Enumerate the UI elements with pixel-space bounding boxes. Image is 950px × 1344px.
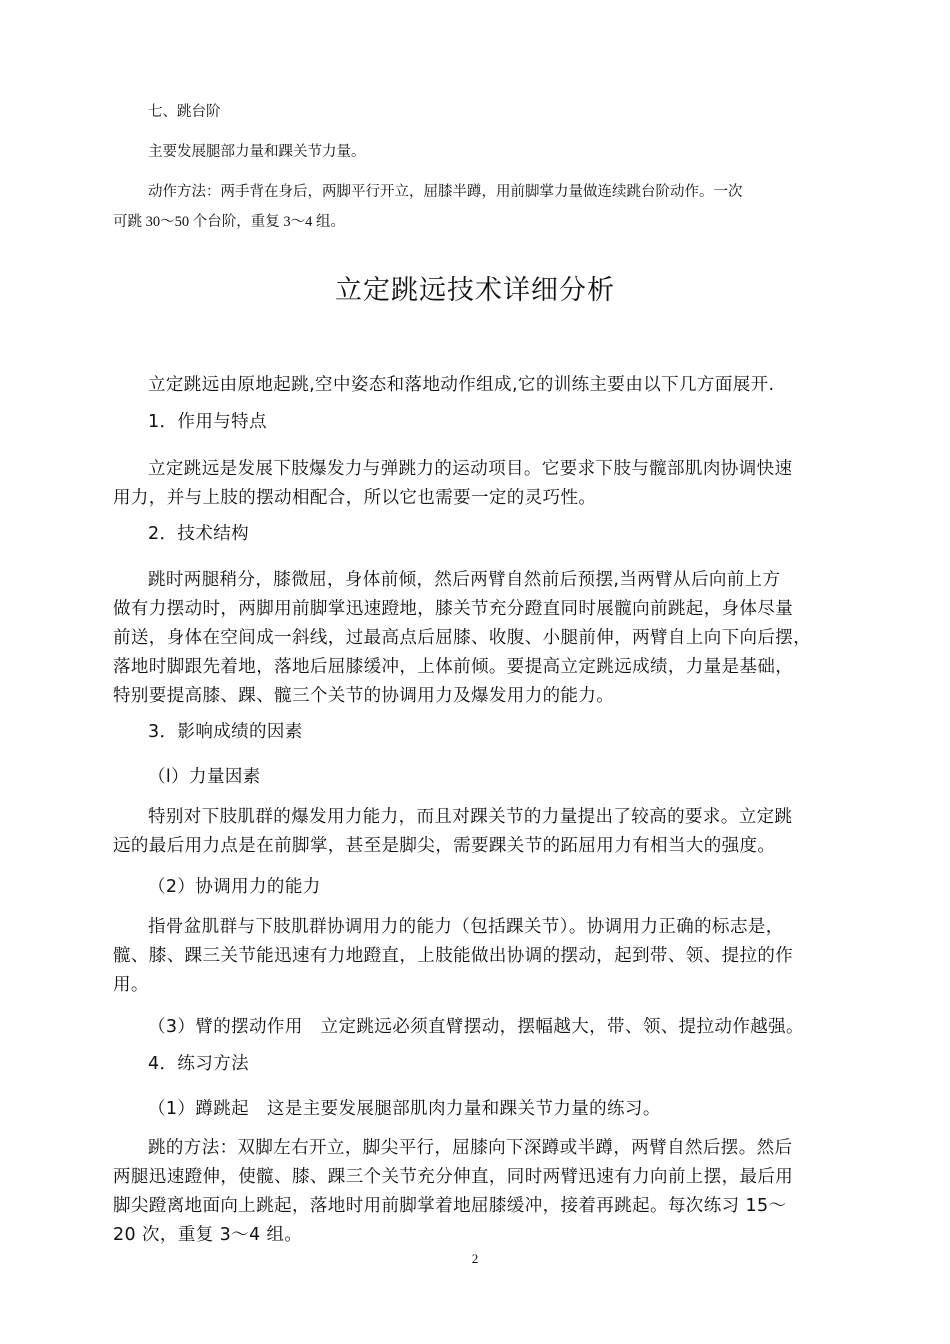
paragraph-line: 特别对下肢肌群的爆发用力能力，而且对踝关节的力量提出了较高的要求。立定跳 [148,807,793,827]
paragraph-line: 特别要提高膝、踝、髋三个关节的协调用力及爆发用力的能力。 [113,686,615,706]
paragraph-line: 用力，并与上肢的摆动相配合，所以它也需要一定的灵巧性。 [113,488,597,508]
page-number: 2 [471,1251,479,1266]
paragraph-line: 20 次，重复 3～4 组。 [113,1225,303,1245]
page-title: 立定跳远技术详细分析 [335,275,615,305]
paragraph-line: 远的最后用力点是在前脚掌，甚至是脚尖，需要踝关节的跖屈用力有相当大的强度。 [113,836,776,856]
section-heading: 3．影响成绩的因素 [148,722,303,742]
section-heading: 2．技术结构 [148,524,250,544]
subsection-paragraph: （3）臂的摆动作用 立定跳远必须直臂摆动，摆幅越大，带、领、提拉动作越强。 [148,1017,804,1037]
paragraph-line: 髋、膝、踝三关节能迅速有力地蹬直，上肢能做出协调的摆动，起到带、领、提拉的作 [113,946,794,966]
method-text-line: 动作方法：两手背在身后，两脚平行开立，屈膝半蹲，用前脚掌力量做连续跳台阶动作。一次 [148,184,743,200]
paragraph-line: 前送，身体在空间成一斜线，过最高点后屈膝、收腹、小腿前伸，两臂自上向下向后摆， [113,628,812,648]
purpose-text: 主要发展腿部力量和踝关节力量。 [148,144,366,160]
subsection-paragraph: （1）蹲跳起 这是主要发展腿部肌肉力量和踝关节力量的练习。 [148,1099,661,1119]
section-heading: 1．作用与特点 [148,412,267,432]
section-heading: 4．练习方法 [148,1054,250,1074]
paragraph-line: 跳的方法：双脚左右开立，脚尖平行，屈膝向下深蹲或半蹲，两臂自然后摆。然后 [148,1138,793,1158]
paragraph-line: 指骨盆肌群与下肢肌群协调用力的能力（包括踝关节）。协调用力正确的标志是， [148,917,784,937]
subsection-heading: （2）协调用力的能力 [148,877,321,897]
paragraph-line: 做有力摆动时，两脚用前脚掌迅速蹬地，膝关节充分蹬直同时展髋向前跳起，身体尽量 [113,599,794,619]
intro-paragraph: 立定跳远由原地起跳,空中姿态和落地动作组成,它的训练主要由以下几方面展开. [148,375,775,395]
paragraph-line: 落地时脚跟先着地，落地后屈膝缓冲，上体前倾。要提高立定跳远成绩，力量是基础， [113,657,794,677]
paragraph-line: 立定跳远是发展下肢爆发力与弹跳力的运动项目。它要求下肢与髋部肌肉协调快速 [148,459,793,479]
section-heading-tiaotaijie: 七、跳台阶 [148,104,221,120]
method-text-line: 可跳 30～50 个台阶，重复 3～4 组。 [113,214,345,230]
paragraph-line: 跳时两腿稍分，膝微屈，身体前倾，然后两臂自然前后预摆,当两臂从后向前上方 [148,570,781,590]
subsection-heading: （l）力量因素 [148,767,261,787]
paragraph-line: 脚尖蹬离地面向上跳起，落地时用前脚掌着地屈膝缓冲，接着再跳起。每次练习 15～ [113,1196,787,1216]
paragraph-line: 两腿迅速蹬伸，使髋、膝、踝三个关节充分伸直，同时两臂迅速有力向前上摆，最后用 [113,1167,794,1187]
paragraph-line: 用。 [113,975,149,995]
